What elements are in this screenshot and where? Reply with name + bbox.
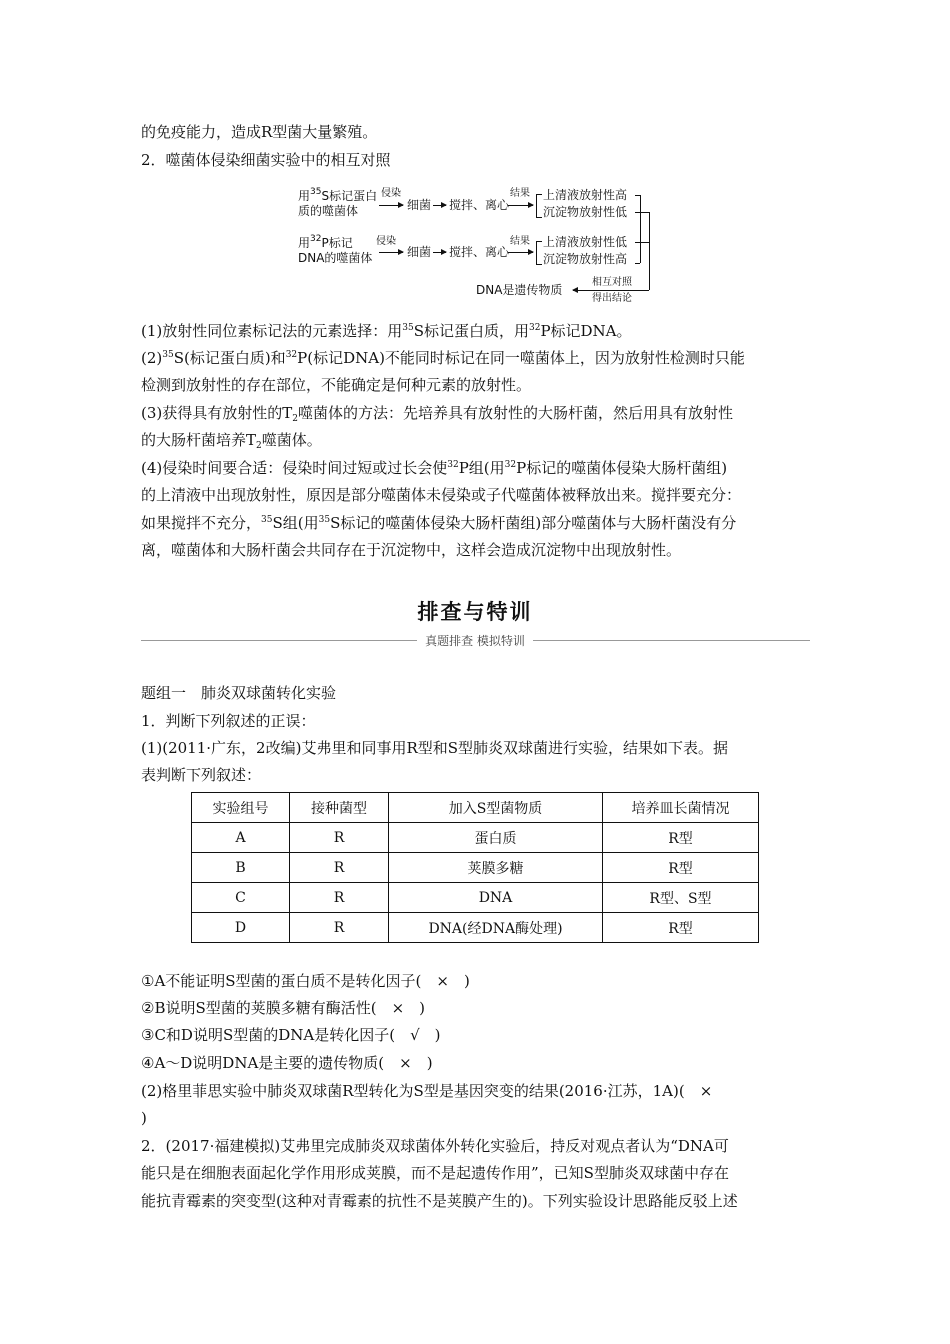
question-text: 表判断下列叙述： [141,766,262,784]
paragraph-line: 离，噬菌体和大肠杆菌会共同存在于沉淀物中，这样会造成沉淀物中出现放射性。 [141,541,682,559]
paragraph-line: 的上清液中出现放射性，原因是部分噬菌体未侵染或子代噬菌体被释放出来。搅拌要充分： [141,486,742,504]
table-cell: R型 [603,853,759,883]
paragraph-line: 如果搅拌不充分，$^{35}$S组(用$^{35}$S标记的噬菌体侵染大肠杆菌组)部分噬菌体与大肠杆菌没有分 [141,514,737,532]
connector-line [635,242,649,243]
table-cell: DNA [389,883,603,913]
answer-option: ①A不能证明S型菌的蛋白质不是转化因子( × ) [141,972,470,990]
experiment-table [191,792,759,943]
table-header: 接种菌型 [290,793,389,823]
diagram-infect-label: 侵染 [376,236,396,247]
diagram-r2-bottom: 沉淀物放射性高 [543,252,628,266]
arrow-icon [433,205,446,206]
bracket [536,241,542,265]
diagram-bacteria: 细菌 [407,245,432,259]
question-text: (2)格里菲思实验中肺炎双球菌R型转化为S型是基因突变的结果(2016·江苏，1A)( × [141,1082,713,1100]
table-header: 培养皿长菌情况 [603,793,759,823]
diagram-stir: 搅拌、离心 [449,245,510,259]
table-cell: R [290,913,389,943]
paragraph-line: 的免疫能力，造成R型菌大量繁殖。 [141,123,378,141]
table-header-row [192,793,759,823]
diagram-r2-top: 上清液放射性低 [543,235,628,249]
arrow-icon [379,205,403,206]
paragraph-line: (1)放射性同位素标记法的元素选择：用$^{35}$S标记蛋白质，用$^{32}$P标记DNA。 [141,322,632,340]
section-title: 排查与特训 [417,600,533,624]
connector-line [635,212,649,213]
table-cell: A [192,823,290,853]
arrow-icon [508,252,533,253]
table-row [192,883,759,913]
table-cell: R型、S型 [603,883,759,913]
table-cell: R [290,883,389,913]
diagram-r1-top: 上清液放射性高 [543,188,628,202]
question-text: ) [141,1109,147,1127]
table-cell: 荚膜多糖 [389,853,603,883]
paragraph-line: 的大肠杆菌培养$T_2$噬菌体。 [141,431,322,451]
paragraph-line: 检测到放射性的存在部位，不能确定是何种元素的放射性。 [141,376,532,394]
diagram-row1-label-2: 质的噬菌体 [298,204,359,218]
table-cell: R型 [603,823,759,853]
question-text: 能抗青霉素的突变型(这种对青霉素的抗性不是荚膜产生的)。下列实验设计思路能反驳上述 [141,1192,738,1210]
diagram-infect-label: 侵染 [381,188,401,199]
table-cell: R型 [603,913,759,943]
answer-option: ②B说明S型菌的荚膜多糖有酶活性( × ) [141,999,426,1017]
question-text: 能只是在细胞表面起化学作用形成荚膜，而不是起遗传作用”，已知S型肺炎双球菌中存在 [141,1164,729,1182]
question-group-title: 题组一 肺炎双球菌转化实验 [141,684,337,702]
paragraph-line: $(2)^{35}S$(标记蛋白质)和$^{32}$P(标记DNA)不能同时标记在同一噬菌体上，因为放射性检测时只能 [141,349,745,367]
table-header: 实验组号 [192,793,290,823]
diagram-conclusion: DNA是遗传物质 [476,283,563,297]
connector-line [649,212,650,290]
answer-option: ④A～D说明DNA是主要的遗传物质( × ) [141,1054,433,1072]
table-row [192,823,759,853]
diagram-row2-label: 用$^{32}$P标记 [298,234,353,250]
arrow-left-icon [573,290,649,291]
diagram-row2-label-2: DNA的噬菌体 [298,251,373,265]
arrow-icon [508,205,533,206]
table-row [192,913,759,943]
table-cell: 蛋白质 [389,823,603,853]
table-header: 加入S型菌物质 [389,793,603,823]
arrow-icon [433,252,446,253]
diagram-result-label: 结果 [510,236,530,247]
section-subtitle: 真题排查 模拟特训 [425,634,525,648]
section-heading: 2．噬菌体侵染细菌实验中的相互对照 [141,151,391,169]
paragraph-line: (4)侵染时间要合适：侵染时间过短或过长会使$^{32}$P组(用$^{32}$P标记的噬菌体侵染大肠杆菌组) [141,459,728,477]
table-cell: DNA(经DNA酶处理) [389,913,603,943]
question-text: 1．判断下列叙述的正误： [141,712,316,730]
table-row [192,853,759,883]
question-text: (1)(2011·广东，2改编)艾弗里和同事用R型和S型肺炎双球菌进行实验，结果如下表。据 [141,739,729,757]
arrow-icon [379,252,403,253]
diagram-result-label: 结果 [510,188,530,199]
table-cell: C [192,883,290,913]
diagram-row1-label: 用$^{35}$S标记蛋白 [298,187,378,203]
table-cell: B [192,853,290,883]
table-cell: R [290,853,389,883]
diagram-bacteria: 细菌 [407,198,432,212]
diagram-r1-bottom: 沉淀物放射性低 [543,205,628,219]
connector-line [640,195,641,263]
diagram-derive-label: 得出结论 [592,293,632,304]
diagram-stir: 搅拌、离心 [449,198,510,212]
diagram-compare-label: 相互对照 [592,277,632,288]
table-cell: R [290,823,389,853]
connector-line [635,263,640,264]
table-cell: D [192,913,290,943]
paragraph-line: (3)获得具有放射性的$T_2$噬菌体的方法：先培养具有放射性的大肠杆菌，然后用具有放射性 [141,404,734,424]
bracket [536,194,542,218]
question-text: 2．(2017·福建模拟)艾弗里完成肺炎双球菌体外转化实验后，持反对观点者认为“DNA可 [141,1137,729,1155]
answer-option: ③C和D说明S型菌的DNA是转化因子( √ ) [141,1026,441,1044]
